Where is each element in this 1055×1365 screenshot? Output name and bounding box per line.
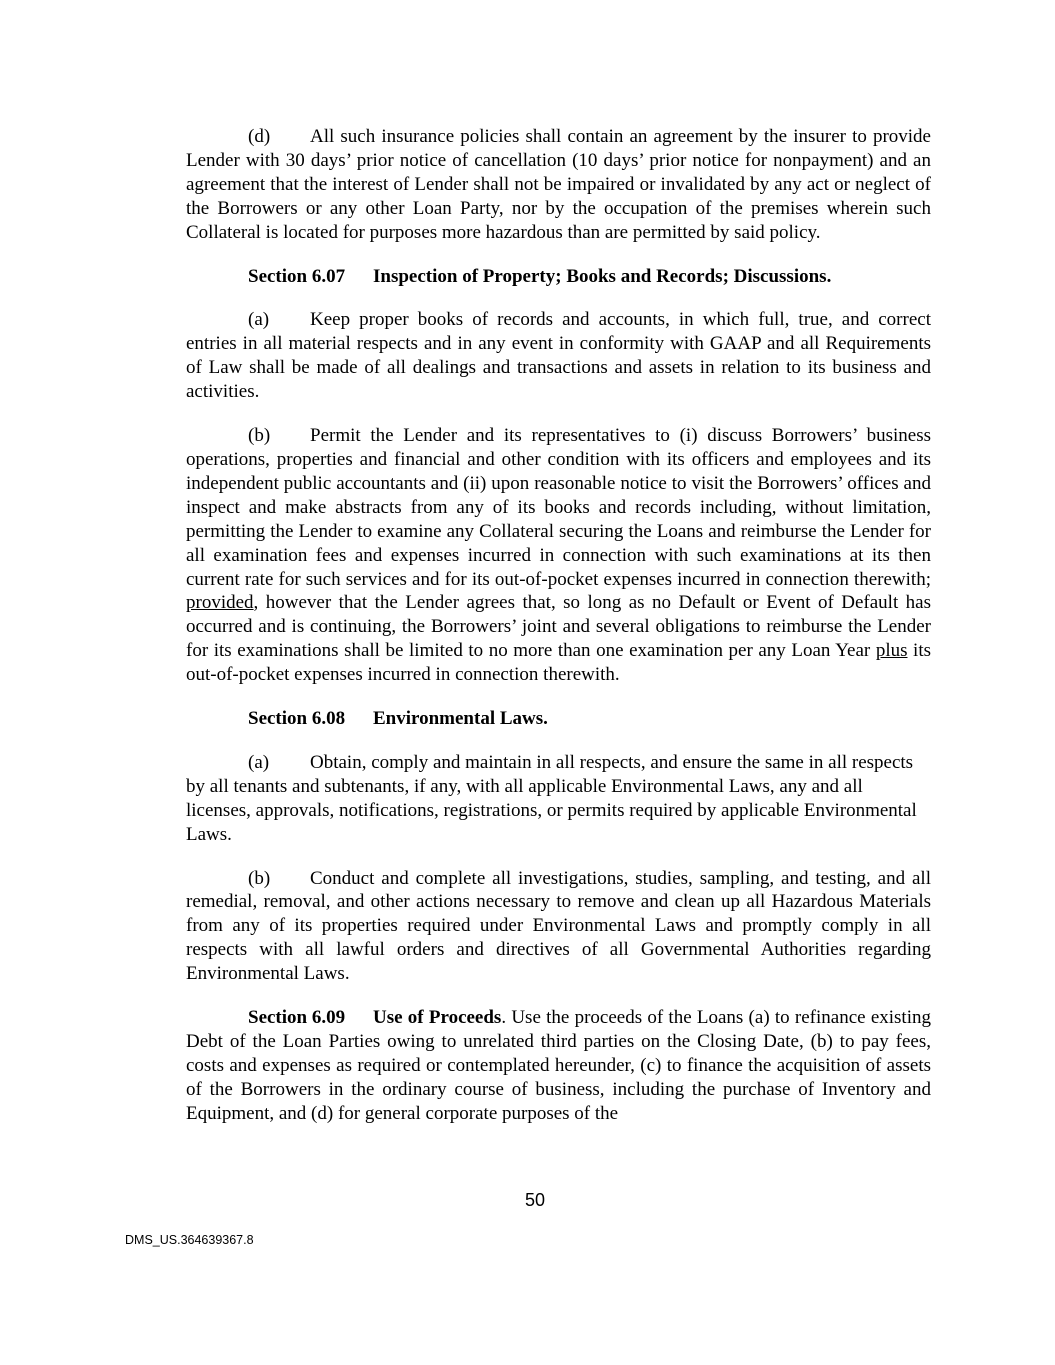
paragraph-text: Conduct and complete all investigations, studies, sampling, and testing, and all remedial, removal, and other actions necessary to remove and clean up all Hazardous Materials from any of its properties required under Environmental Laws and promptly comply in all respects with all lawful orders and directives of all Governmental Authorities regarding Environmental Laws. (186, 867, 931, 985)
paragraph-label: (d) (248, 126, 271, 147)
paragraph-label: (b) (248, 425, 271, 447)
section-number: Section 6.09 (248, 1007, 346, 1029)
section-number: Section 6.07 (248, 265, 346, 287)
section-heading-6-08 (186, 707, 931, 731)
paragraph-6-09 (186, 1006, 931, 1126)
page-number: 50 (524, 1190, 546, 1210)
section-title: Inspection of Property; Books and Records; Discussions. (373, 265, 832, 287)
underlined-term-provided: provided (186, 592, 254, 614)
paragraph-label: (b) (248, 867, 271, 889)
paragraph-label: (a) (248, 751, 270, 773)
section-heading-6-07 (186, 265, 931, 289)
paragraph-6-08-a (186, 751, 931, 847)
paragraph-text: its out-of-pocket expenses incurred in connection therewith. (186, 640, 932, 686)
section-title: Environmental Laws. (373, 708, 548, 730)
paragraph-text: Obtain, comply and maintain in all respects, and ensure the same in all respects by all tenants and subtenants, if any, with all applicable Environmental Laws, any and all licenses, approvals, notifications, registrations, or permits required by applicable Environmental Laws. (186, 751, 917, 845)
paragraph-text: Keep proper books of records and accounts, in which full, true, and correct entries in all material respects and in any event in conformity with GAAP and all Requirements of Law shall be made of all dealings and transactions and assets in relation to its business and activities. (186, 309, 931, 403)
document-id: DMS_US.364639367.8 (125, 1233, 254, 1247)
paragraph-6-06-d (186, 125, 931, 245)
document-page (186, 125, 931, 1146)
section-number: Section 6.08 (248, 708, 346, 730)
paragraph-text: . Use the proceeds of the Loans (a) to refinance existing Debt of the Loan Parties owing to unrelated third parties on the Closing Date, (b) to pay fees, costs and expenses as required or contemplated hereunder, (c) to finance the acquisition of assets of the Borrowers in the ordinary course of business, including the purchase of Inventory and Equipment, and (d) for general corporate purposes of the (186, 1007, 931, 1124)
paragraph-label: (a) (248, 309, 270, 331)
paragraph-text: Permit the Lender and its representatives to (i) discuss Borrowers’ business operations, properties and financial and other condition with its officers and employees and its independent public accountants and (ii) upon reasonable notice to visit the Borrowers’ offices and inspect and make abstracts from any of its books and records including, without limitation, permitting the Lender to examine any Collateral securing the Loans and reimburse the Lender for all examination fees and expenses incurred in connection with such examinations at its then current rate for such services and for its out-of-pocket expenses incurred in connection therewith; (186, 425, 931, 590)
paragraph-text: , however that the Lender agrees that, so long as no Default or Event of Default has occurred and is continuing, the Borrowers’ joint and several obligations to reimburse the Lender for its examinations shall be limited to no more than one examination per any Loan Year (186, 592, 931, 662)
section-title: Use of Proceeds (373, 1007, 502, 1029)
paragraph-text: All such insurance policies shall contain an agreement by the insurer to provide Lender with 30 days’ prior notice of cancellation (10 days’ prior notice for nonpayment) and an agreement that the interest of Lender shall not be impaired or invalidated by any act or neglect of the Borrowers or any other Loan Party, nor by the occupation of the premises wherein such Collateral is located for purposes more hazardous than are permitted by said policy. (186, 126, 931, 243)
paragraph-6-08-b (186, 867, 931, 987)
paragraph-6-07-a (186, 308, 931, 404)
underlined-term-plus: plus (875, 640, 908, 662)
paragraph-6-07-b (186, 424, 931, 687)
